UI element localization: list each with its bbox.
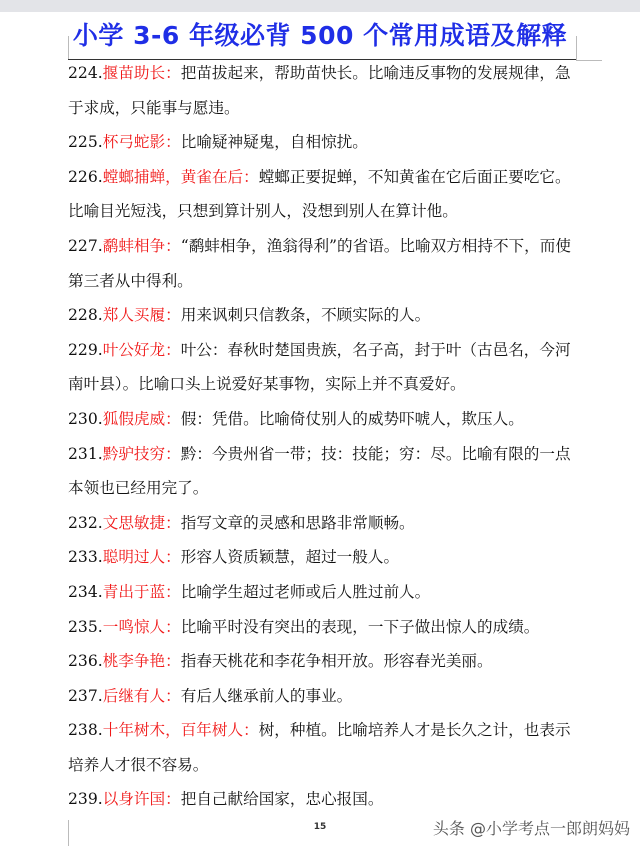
idiom-definition: 有后人继承前人的事业。 — [180, 686, 353, 705]
idiom-term: 杯弓蛇影： — [102, 133, 181, 152]
idiom-entry — [68, 229, 580, 298]
entry-number: 231. — [68, 444, 103, 463]
idiom-entry — [68, 540, 580, 575]
idiom-definition: “鹬蚌相争，渔翁得利”的省语。比喻双方相持不下，而使第三者从中得利。 — [68, 236, 571, 290]
idiom-term: 狐假虎威： — [102, 409, 181, 428]
idiom-definition: 比喻疑神疑鬼，自相惊扰。 — [180, 133, 368, 152]
entry-number: 236. — [68, 652, 103, 671]
idiom-term: 十年树木，百年树人： — [102, 721, 259, 740]
idiom-term: 青出于蓝： — [102, 582, 181, 601]
idiom-definition: 把苗拔起来，帮助苗快长。比喻违反事物的发展规律，急于求成，只能事与愿违。 — [68, 64, 571, 117]
idiom-definition: 叶公：春秋时楚国贵族，名子高，封于叶（古邑名，今河南叶县）。比喻口头上说爱好某事物，实际上并不真爱好。 — [68, 340, 571, 394]
idiom-entry — [68, 160, 580, 229]
idiom-entry — [68, 679, 580, 714]
entry-number: 239. — [68, 790, 103, 809]
idiom-term: 桃李争艳： — [102, 652, 181, 671]
entry-number: 238. — [68, 721, 103, 740]
idiom-term: 黔驴技穷： — [102, 444, 181, 463]
idiom-term: 郑人买履： — [102, 306, 181, 325]
entry-number: 234. — [68, 582, 103, 601]
idiom-definition: 螳螂正要捉蝉，不知黄雀在它后面正要吃它。比喻目光短浅，只想到算计别人，没想到别人在算计他。 — [68, 167, 571, 221]
page-title: 小学 3-6 年级必背 500 个常用成语及解释 — [72, 21, 568, 50]
idiom-definition: 黔：今贵州省一带；技：技能；穷：尽。比喻有限的一点本领也已经用完了。 — [68, 444, 571, 498]
entry-number: 224. — [68, 64, 103, 82]
idiom-entry — [68, 575, 580, 610]
idiom-definition: 把自己献给国家，忠心报国。 — [180, 790, 384, 809]
idiom-entry — [68, 298, 580, 333]
idiom-term: 一鸣惊人： — [102, 617, 181, 636]
entry-number: 233. — [68, 548, 103, 567]
idiom-entry — [68, 506, 580, 541]
entry-number: 237. — [68, 686, 103, 705]
idiom-term: 后继有人： — [102, 686, 181, 705]
entry-number: 230. — [68, 409, 103, 428]
idiom-term: 叶公好龙： — [102, 340, 181, 359]
idiom-definition: 树，种植。比喻培养人才是长久之计，也表示培养人才很不容易。 — [68, 721, 571, 774]
idiom-term: 文思敏捷： — [102, 513, 181, 532]
idiom-term: 揠苗助长： — [102, 64, 181, 82]
entry-number: 235. — [68, 617, 103, 636]
idiom-definition: 形容人资质颖慧，超过一般人。 — [180, 548, 400, 567]
idiom-term: 以身许国： — [102, 790, 181, 809]
idiom-definition: 指写文章的灵感和思路非常顺畅。 — [180, 513, 415, 532]
idiom-definition: 指春天桃花和李花争相开放。形容春光美丽。 — [180, 652, 493, 671]
idiom-definition: 比喻平时没有突出的表现，一下子做出惊人的成绩。 — [180, 617, 540, 636]
idiom-entry — [68, 333, 580, 402]
idiom-entry — [68, 610, 580, 645]
entry-number: 229. — [68, 340, 103, 359]
top-toolbar-strip — [0, 0, 640, 12]
idiom-entry — [68, 56, 580, 125]
entry-number: 232. — [68, 513, 103, 532]
page-number: 15 — [313, 822, 327, 832]
idiom-entry — [68, 437, 580, 506]
idiom-term: 螳螂捕蝉，黄雀在后： — [102, 167, 259, 186]
entry-number: 225. — [68, 133, 103, 152]
idiom-entry — [68, 644, 580, 679]
idiom-entry — [68, 782, 580, 817]
idiom-entry — [68, 402, 580, 437]
entry-number: 226. — [68, 167, 103, 186]
entry-number: 228. — [68, 306, 103, 325]
idiom-term: 聪明过人： — [102, 548, 181, 567]
idiom-definition: 用来讽刺只信教条，不顾实际的人。 — [180, 306, 431, 325]
idiom-entry — [68, 713, 580, 782]
idiom-entry — [68, 125, 580, 160]
idiom-list — [68, 56, 580, 817]
idiom-definition: 比喻学生超过老师或后人胜过前人。 — [180, 582, 431, 601]
idiom-term: 鹬蚌相争： — [102, 236, 181, 255]
watermark: 头条 @小学考点一郎朗妈妈 — [432, 819, 630, 838]
entry-number: 227. — [68, 236, 103, 255]
idiom-definition: 假：凭借。比喻倚仗别人的威势吓唬人，欺压人。 — [180, 409, 524, 428]
